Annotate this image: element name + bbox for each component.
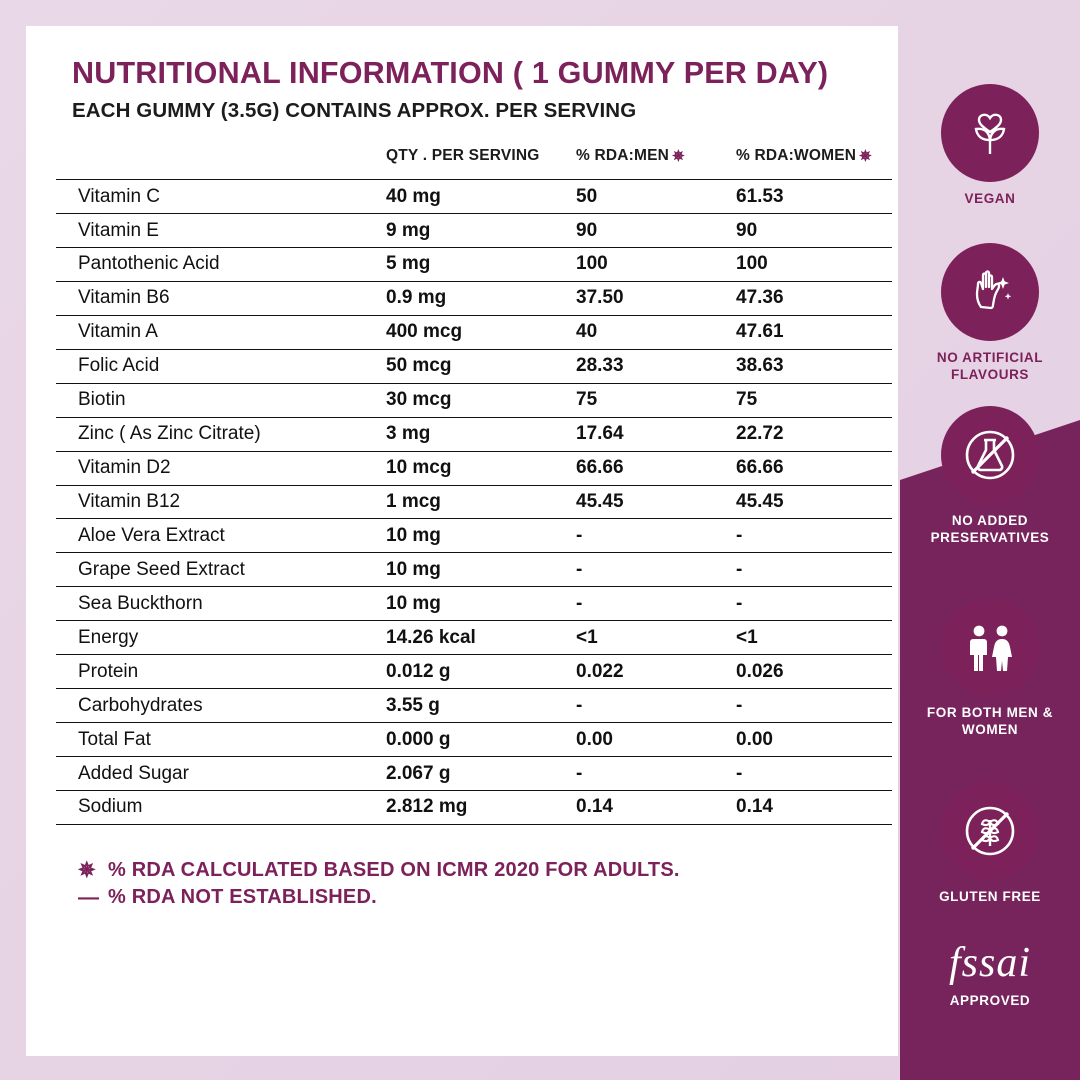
nutrient-rda-women: 66.66 bbox=[736, 451, 892, 485]
nutrient-qty: 10 mg bbox=[386, 519, 576, 553]
nutrient-name: Vitamin B6 bbox=[56, 281, 386, 315]
nutrient-name: Carbohydrates bbox=[56, 689, 386, 723]
column-header-rda-men bbox=[576, 139, 736, 180]
nutrient-qty: 1 mcg bbox=[386, 485, 576, 519]
table-row bbox=[56, 247, 892, 281]
nutrient-qty: 2.812 mg bbox=[386, 790, 576, 824]
footnote-text: % RDA CALCULATED BASED ON ICMR 2020 FOR ADULTS. bbox=[108, 858, 680, 881]
nutrient-rda-men: - bbox=[576, 587, 736, 621]
nutrient-name: Vitamin D2 bbox=[56, 451, 386, 485]
fssai-wordmark: fssai bbox=[948, 940, 1032, 986]
nutrient-rda-men: 50 bbox=[576, 180, 736, 214]
nutrient-name: Aloe Vera Extract bbox=[56, 519, 386, 553]
nutrient-name: Vitamin C bbox=[56, 180, 386, 214]
fssai-logo-icon bbox=[900, 942, 1080, 984]
nutrient-rda-women: 47.36 bbox=[736, 281, 892, 315]
nutrient-rda-men: 37.50 bbox=[576, 281, 736, 315]
badge-label: FOR BOTH MEN & WOMEN bbox=[926, 705, 1054, 737]
nutrient-name: Sea Buckthorn bbox=[56, 587, 386, 621]
nutrition-table bbox=[56, 139, 892, 825]
nutrient-rda-men: 0.14 bbox=[576, 790, 736, 824]
nutrient-rda-women: 0.14 bbox=[736, 790, 892, 824]
nutrient-rda-men: 40 bbox=[576, 315, 736, 349]
table-row bbox=[56, 519, 892, 553]
nutrient-rda-women: - bbox=[736, 519, 892, 553]
nutrient-rda-men: 90 bbox=[576, 214, 736, 248]
nutrient-rda-women: - bbox=[736, 689, 892, 723]
nutrient-qty: 9 mg bbox=[386, 214, 576, 248]
badge-label: NO ARTIFICIAL FLAVOURS bbox=[936, 350, 1044, 382]
nutrient-rda-women: 38.63 bbox=[736, 349, 892, 383]
page-subtitle: EACH GUMMY (3.5G) CONTAINS APPROX. PER SERVING bbox=[72, 99, 637, 122]
nutrient-rda-men: 100 bbox=[576, 247, 736, 281]
nutrient-rda-women: 61.53 bbox=[736, 180, 892, 214]
nutrient-name: Grape Seed Extract bbox=[56, 553, 386, 587]
nutrient-rda-men: - bbox=[576, 519, 736, 553]
nutrient-rda-women: 75 bbox=[736, 383, 892, 417]
dash-marker-icon: — bbox=[78, 886, 100, 909]
nutrient-rda-men: 17.64 bbox=[576, 417, 736, 451]
nutrient-rda-women: <1 bbox=[736, 621, 892, 655]
nutrient-rda-men: 0.022 bbox=[576, 655, 736, 689]
badge-vegan bbox=[900, 84, 1080, 208]
nutrient-rda-men: 0.00 bbox=[576, 723, 736, 757]
column-header-qty bbox=[386, 139, 576, 180]
column-header-rda-women bbox=[736, 139, 892, 180]
column-header-rda-women-label: % RDA:WOMEN bbox=[736, 147, 857, 165]
badge-no-added-preservatives bbox=[900, 406, 1080, 547]
table-row bbox=[56, 757, 892, 791]
nutrient-rda-women: 0.026 bbox=[736, 655, 892, 689]
nutrient-rda-men: 28.33 bbox=[576, 349, 736, 383]
table-row bbox=[56, 621, 892, 655]
table-row bbox=[56, 553, 892, 587]
nutrient-rda-women: - bbox=[736, 757, 892, 791]
footnote-text: % RDA NOT ESTABLISHED. bbox=[108, 886, 377, 908]
badge-label: VEGAN bbox=[964, 191, 1016, 206]
nutrient-qty: 10 mg bbox=[386, 553, 576, 587]
table-row bbox=[56, 214, 892, 248]
nutrient-name: Energy bbox=[56, 621, 386, 655]
rda-footnote-marker-icon: ✵ bbox=[78, 858, 96, 882]
footnote-rda-basis bbox=[78, 859, 868, 882]
nutrient-qty: 50 mcg bbox=[386, 349, 576, 383]
nutrient-qty: 0.000 g bbox=[386, 723, 576, 757]
nutrient-name: Total Fat bbox=[56, 723, 386, 757]
nutrient-name: Protein bbox=[56, 655, 386, 689]
table-body bbox=[56, 180, 892, 825]
nutrient-rda-men: <1 bbox=[576, 621, 736, 655]
table-row bbox=[56, 723, 892, 757]
badge-column bbox=[900, 0, 1080, 1080]
nutrient-name: Vitamin B12 bbox=[56, 485, 386, 519]
nutrient-rda-women: 45.45 bbox=[736, 485, 892, 519]
no-flask-icon bbox=[941, 406, 1039, 504]
ok-hand-sparkle-icon bbox=[941, 243, 1039, 341]
nutrient-name: Added Sugar bbox=[56, 757, 386, 791]
nutrient-qty: 400 mcg bbox=[386, 315, 576, 349]
nutrient-qty: 14.26 kcal bbox=[386, 621, 576, 655]
badge-label: NO ADDED PRESERVATIVES bbox=[930, 513, 1050, 545]
table-row bbox=[56, 383, 892, 417]
nutrient-qty: 2.067 g bbox=[386, 757, 576, 791]
badge-for-both-men-women bbox=[900, 598, 1080, 739]
nutrient-qty: 30 mcg bbox=[386, 383, 576, 417]
nutrient-name: Sodium bbox=[56, 790, 386, 824]
nutrient-name: Zinc ( As Zinc Citrate) bbox=[56, 417, 386, 451]
table-row bbox=[56, 281, 892, 315]
nutrient-qty: 40 mg bbox=[386, 180, 576, 214]
nutrient-qty: 3.55 g bbox=[386, 689, 576, 723]
column-header-qty-label: QTY . PER SERVING bbox=[386, 147, 540, 165]
table-row bbox=[56, 790, 892, 824]
nutrient-rda-women: - bbox=[736, 587, 892, 621]
nutrient-qty: 10 mg bbox=[386, 587, 576, 621]
badge-label: APPROVED bbox=[949, 993, 1031, 1008]
nutrient-rda-women: 22.72 bbox=[736, 417, 892, 451]
nutrient-rda-women: - bbox=[736, 553, 892, 587]
nutrient-rda-men: - bbox=[576, 689, 736, 723]
rda-footnote-marker-icon: ✵ bbox=[859, 148, 872, 165]
footnote-rda-not-established bbox=[78, 886, 868, 909]
nutrient-rda-men: 75 bbox=[576, 383, 736, 417]
nutrient-qty: 10 mcg bbox=[386, 451, 576, 485]
man-woman-icon bbox=[941, 598, 1039, 696]
column-header-rda-men-label: % RDA:MEN bbox=[576, 147, 670, 165]
nutrient-name: Folic Acid bbox=[56, 349, 386, 383]
badge-label: GLUTEN FREE bbox=[939, 889, 1041, 904]
nutrient-qty: 3 mg bbox=[386, 417, 576, 451]
badge-no-artificial-flavours bbox=[900, 243, 1080, 384]
table-row bbox=[56, 689, 892, 723]
nutrient-rda-men: - bbox=[576, 757, 736, 791]
nutrient-rda-women: 100 bbox=[736, 247, 892, 281]
table-row bbox=[56, 180, 892, 214]
nutrient-qty: 5 mg bbox=[386, 247, 576, 281]
nutrient-rda-women: 0.00 bbox=[736, 723, 892, 757]
no-wheat-icon bbox=[941, 782, 1039, 880]
table-row bbox=[56, 417, 892, 451]
table-row bbox=[56, 485, 892, 519]
table-row bbox=[56, 349, 892, 383]
nutrient-rda-women: 47.61 bbox=[736, 315, 892, 349]
badge-gluten-free bbox=[900, 782, 1080, 906]
page-title: NUTRITIONAL INFORMATION ( 1 GUMMY PER DAY) bbox=[72, 56, 829, 90]
nutrient-rda-men: 66.66 bbox=[576, 451, 736, 485]
nutrient-rda-women: 90 bbox=[736, 214, 892, 248]
nutrient-rda-men: 45.45 bbox=[576, 485, 736, 519]
nutrient-name: Vitamin A bbox=[56, 315, 386, 349]
nutrient-qty: 0.9 mg bbox=[386, 281, 576, 315]
footnotes bbox=[78, 859, 868, 909]
column-header-nutrient bbox=[56, 139, 386, 180]
table-header bbox=[56, 139, 892, 180]
table-row bbox=[56, 451, 892, 485]
nutrient-name: Pantothenic Acid bbox=[56, 247, 386, 281]
nutrient-name: Biotin bbox=[56, 383, 386, 417]
table-row bbox=[56, 587, 892, 621]
nutrient-qty: 0.012 g bbox=[386, 655, 576, 689]
nutrition-card bbox=[26, 26, 898, 1056]
vegan-leaf-heart-icon bbox=[941, 84, 1039, 182]
table-row bbox=[56, 315, 892, 349]
rda-footnote-marker-icon: ✵ bbox=[672, 148, 685, 165]
badge-fssai-approved bbox=[900, 938, 1080, 1010]
nutrient-name: Vitamin E bbox=[56, 214, 386, 248]
nutrient-rda-men: - bbox=[576, 553, 736, 587]
table-row bbox=[56, 655, 892, 689]
